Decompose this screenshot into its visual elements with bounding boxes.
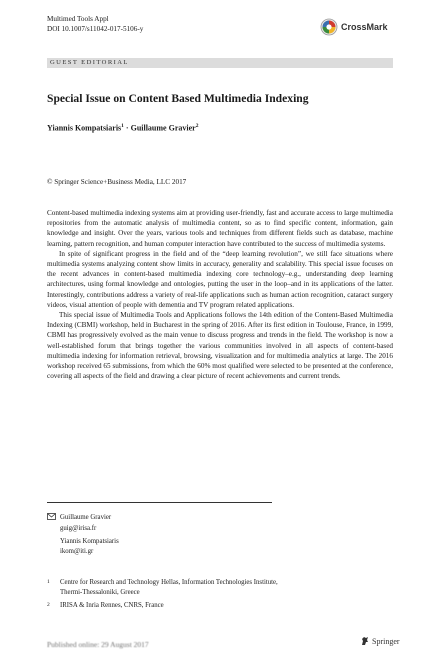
contact-name: Yiannis Kompatsiaris <box>60 538 119 546</box>
author-name: Guillaume Gravier <box>130 123 196 133</box>
contact-info <box>47 513 119 560</box>
section-banner: GUEST EDITORIAL <box>47 58 393 68</box>
author-affil-ref: 1 <box>121 123 124 129</box>
author-name: Yiannis Kompatsiaris <box>47 123 122 133</box>
affiliations <box>47 578 278 611</box>
journal-doi: DOI 10.1007/s11042-017-5106-y <box>47 25 144 33</box>
author-separator: · <box>123 123 131 133</box>
crossmark-label: CrossMark <box>341 22 388 32</box>
affiliation-line: Centre for Research and Technology Hellas, Information Technologies Institute, <box>60 579 278 586</box>
crossmark-badge[interactable] <box>320 18 388 36</box>
affiliation-entry <box>47 601 278 611</box>
affiliation-line: IRISA & Inria Rennes, CNRS, France <box>60 602 164 610</box>
body-paragraph: This special issue of Multimedia Tools and Applications follows the 14th edition of the Content-Based Multimedia Indexing (CBMI) workshop, held in Bucharest in the spring of 2016. After its first edition in Toulouse, France, in 1999, CBMI has progressively evolved as the main venue to discuss progress and trends in the field. The workshop is now a well-established forum that brings together the various communities involved in all aspects of content-based multimedia indexing for information retrieval, browsing, visualization and for multimedia analytics at large. The 2016 workshop received 65 submissions, from which the 60% most qualified were selected to be presented at the conference, covering all aspects of the field and drawing a clear picture of recent achievements and current trends. <box>47 311 393 381</box>
envelope-icon <box>47 513 60 524</box>
author-list <box>47 123 198 133</box>
published-date: Published online: 29 August 2017 <box>47 640 149 649</box>
affiliation-entry <box>47 578 278 597</box>
publisher-name: Springer <box>372 636 400 646</box>
author-affil-ref: 2 <box>195 123 199 129</box>
contact-email[interactable]: ikom@iti.gr <box>60 547 94 555</box>
footnote-divider <box>47 502 272 503</box>
body-paragraph: In spite of significant progress in the field and of the “deep learning revolution”, we still face situations where multimedia systems analyzing content show limits in accuracy, generality and scalability. This special issue focuses on the recent advances in content-based multimedia indexing core technology–e.g., understanding deep learning architectures, using formal knowledge and ontologies, putting the user in the loop–and in its applications of the latter. Interestingly, contributions address a variety of real-life applications such as human action recognition, cataract surgery videos, visual attention of people with dementia and TV program related applications. <box>47 249 393 309</box>
affiliation-line: Thermi-Thessaloniki, Greece <box>60 588 140 596</box>
journal-name: Multimed Tools Appl <box>47 15 109 23</box>
article-body <box>47 208 393 381</box>
publisher-logo <box>360 636 400 646</box>
contact-entry <box>47 537 119 556</box>
springer-horse-icon <box>360 636 370 646</box>
article-title: Special Issue on Content Based Multimedia Indexing <box>47 92 309 105</box>
contact-entry <box>47 513 119 533</box>
contact-name: Guillaume Gravier <box>60 514 112 521</box>
body-paragraph: Content-based multimedia indexing systems aim at providing user-friendly, fast and accurate access to large multimedia repositories from the automatic analysis of multimedia content, so as to find specific content, information, gain knowledge and insight. Over the years, various tools and techniques from different fields such as database, machine learning, pattern recognition, and human computer interaction have contributed to the success of multimedia systems. <box>47 209 393 248</box>
journal-header <box>47 14 143 34</box>
affiliation-number: 1 <box>47 579 50 585</box>
affiliation-number: 2 <box>47 602 50 609</box>
copyright-notice: © Springer Science+Business Media, LLC 2017 <box>47 178 187 186</box>
contact-email[interactable]: guig@irisa.fr <box>60 524 97 532</box>
crossmark-icon <box>320 18 338 36</box>
